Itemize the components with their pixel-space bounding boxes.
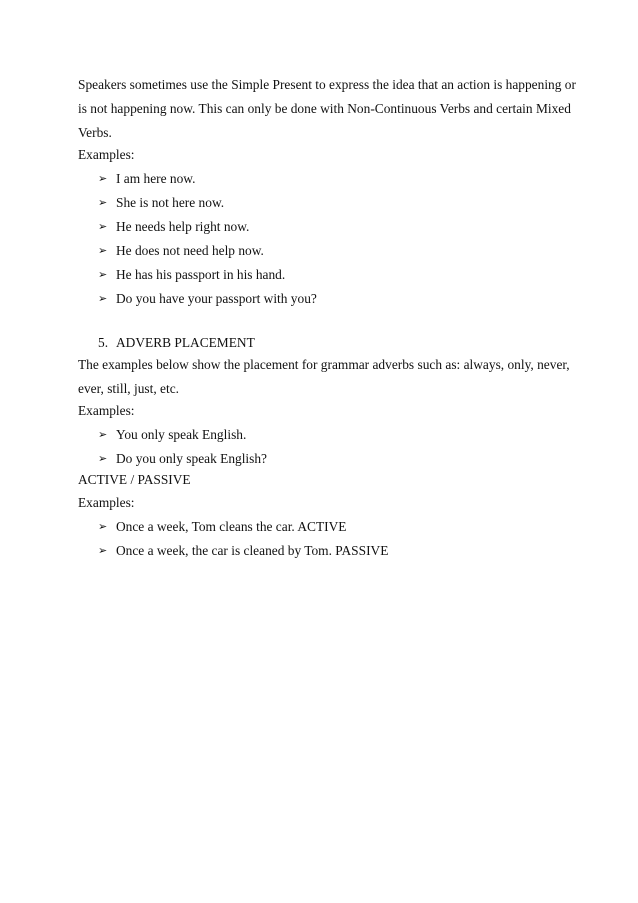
section-heading: 5. ADVERB PLACEMENT (98, 335, 255, 350)
list-item: ➢ You only speak English. (98, 427, 247, 442)
section-heading: ACTIVE / PASSIVE (78, 472, 191, 487)
paragraph-line: The examples below show the placement for grammar adverbs such as: always, only, never, (78, 357, 570, 372)
list-item: ➢ Do you have your passport with you? (98, 291, 317, 306)
arrow-bullet-icon: ➢ (98, 221, 108, 233)
arrow-bullet-icon: ➢ (98, 245, 108, 257)
arrow-bullet-icon: ➢ (98, 453, 108, 465)
arrow-bullet-icon: ➢ (98, 269, 108, 281)
list-item: ➢ Once a week, the car is cleaned by Tom. PASSIVE (98, 543, 389, 558)
arrow-bullet-icon: ➢ (98, 429, 108, 441)
arrow-bullet-icon: ➢ (98, 173, 108, 185)
list-item: ➢ He has his passport in his hand. (98, 267, 286, 282)
paragraph-line: is not happening now. This can only be done with Non-Continuous Verbs and certain Mixed (78, 101, 571, 116)
arrow-bullet-icon: ➢ (98, 197, 108, 209)
paragraph-line: ever, still, just, etc. (78, 381, 179, 396)
list-item: ➢ He does not need help now. (98, 243, 264, 258)
list-item: ➢ He needs help right now. (98, 219, 250, 234)
list-item: ➢ Do you only speak English? (98, 451, 267, 466)
list-item: ➢ Once a week, Tom cleans the car. ACTIVE (98, 519, 347, 534)
arrow-bullet-icon: ➢ (98, 521, 108, 533)
list-item: ➢ She is not here now. (98, 195, 225, 210)
list-item: ➢ I am here now. (98, 171, 196, 186)
paragraph-line: Speakers sometimes use the Simple Present to express the idea that an action is happening or (78, 77, 576, 92)
examples-label: Examples: (78, 403, 135, 418)
examples-label: Examples: (78, 495, 135, 510)
arrow-bullet-icon: ➢ (98, 545, 108, 557)
arrow-bullet-icon: ➢ (98, 293, 108, 305)
examples-label: Examples: (78, 147, 135, 162)
paragraph-line: Verbs. (78, 125, 112, 140)
section-number: 5. (98, 335, 109, 350)
